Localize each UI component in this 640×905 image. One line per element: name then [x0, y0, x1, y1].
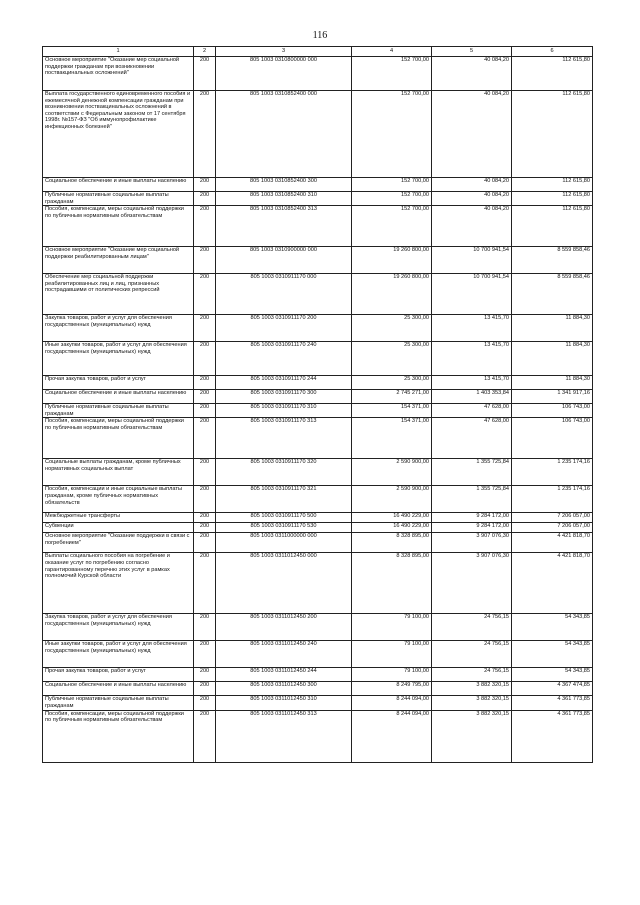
- row-column4-value: 2 590 900,00: [352, 459, 432, 486]
- row-name-cell: Публичные нормативные социальные выплаты гражданам: [43, 192, 194, 206]
- row-name-cell: Публичные нормативные социальные выплаты гражданам: [43, 404, 194, 418]
- row-column2-cell: 200: [194, 390, 216, 404]
- row-name-cell: Закупка товаров, работ и услуг для обеспечения государственных (муниципальных) нужд: [43, 315, 194, 342]
- row-name-cell: Основное мероприятие "Оказание мер социальной поддержки гражданам при возникновении поствакцинальных осложнений": [43, 57, 194, 91]
- row-code-cell: 805 1003 0311000000 000: [216, 533, 352, 553]
- row-column4-value: 2 745 271,00: [352, 390, 432, 404]
- table-row: [43, 390, 593, 404]
- table-row: [43, 192, 593, 206]
- row-column4-value: 152 700,00: [352, 91, 432, 178]
- row-column2-cell: 200: [194, 533, 216, 553]
- row-column4-value: 8 244 094,00: [352, 710, 432, 762]
- table-row: [43, 553, 593, 614]
- row-column5-value: 9 284 172,00: [432, 513, 512, 523]
- row-code-cell: 805 1003 0310911170 310: [216, 404, 352, 418]
- row-code-cell: 805 1003 0310852400 313: [216, 206, 352, 247]
- row-column6-value: 4 421 818,70: [512, 553, 593, 614]
- row-column4-value: 152 700,00: [352, 192, 432, 206]
- row-column4-value: 79 100,00: [352, 641, 432, 668]
- row-column4-value: 16 490 229,00: [352, 523, 432, 533]
- row-name-cell: Обеспечение мер социальной поддержки реабилитированных лиц и лиц, признанных пострадавшими от политических репрессий: [43, 274, 194, 315]
- row-column6-value: 112 615,80: [512, 206, 593, 247]
- row-column2-cell: 200: [194, 404, 216, 418]
- row-column2-cell: 200: [194, 668, 216, 682]
- row-column6-value: 112 615,80: [512, 192, 593, 206]
- row-column2-cell: 200: [194, 315, 216, 342]
- row-name-cell: Пособия, компенсации, меры социальной поддержки по публичным нормативным обязательствам: [43, 418, 194, 459]
- table-row: [43, 614, 593, 641]
- row-column6-value: 106 743,00: [512, 404, 593, 418]
- row-column6-value: 7 206 057,00: [512, 513, 593, 523]
- row-column6-value: 11 884,30: [512, 342, 593, 376]
- row-name-cell: Публичные нормативные социальные выплаты гражданам: [43, 696, 194, 710]
- row-column2-cell: 200: [194, 206, 216, 247]
- column-header: 4: [352, 47, 432, 57]
- row-code-cell: 805 1003 0310852400 300: [216, 178, 352, 192]
- table-body: [43, 57, 593, 763]
- row-code-cell: 805 1003 0310852400 310: [216, 192, 352, 206]
- row-column5-value: 13 415,70: [432, 315, 512, 342]
- table-row: [43, 533, 593, 553]
- row-column6-value: 8 559 858,46: [512, 274, 593, 315]
- row-column4-value: 154 371,00: [352, 418, 432, 459]
- row-column4-value: 8 244 094,00: [352, 696, 432, 710]
- row-column6-value: 54 343,85: [512, 668, 593, 682]
- table-row: [43, 206, 593, 247]
- row-column4-value: 8 328 895,00: [352, 553, 432, 614]
- row-column4-value: 79 100,00: [352, 668, 432, 682]
- row-column5-value: 3 882 320,15: [432, 696, 512, 710]
- table-row: [43, 696, 593, 710]
- row-column4-value: 79 100,00: [352, 614, 432, 641]
- row-column2-cell: 200: [194, 641, 216, 668]
- table-row: [43, 513, 593, 523]
- table-row: [43, 418, 593, 459]
- row-column6-value: 4 361 773,85: [512, 710, 593, 762]
- table-row: [43, 315, 593, 342]
- table-row: [43, 247, 593, 274]
- row-code-cell: 805 1003 0310911170 500: [216, 513, 352, 523]
- table-row: [43, 459, 593, 486]
- table-row: [43, 404, 593, 418]
- table-row: [43, 710, 593, 762]
- row-name-cell: Выплаты социального пособия на погребение и оказание услуг по погребению согласно гарантированному перечню этих услуг в рамках полномочий Курской области: [43, 553, 194, 614]
- row-column6-value: 54 343,85: [512, 614, 593, 641]
- row-code-cell: 805 1003 0310911170 300: [216, 390, 352, 404]
- row-code-cell: 805 1003 0310911170 313: [216, 418, 352, 459]
- row-column4-value: 25 300,00: [352, 315, 432, 342]
- row-code-cell: 805 1003 0311012450 310: [216, 696, 352, 710]
- row-column2-cell: 200: [194, 486, 216, 513]
- row-name-cell: Основное мероприятие "Оказание поддержки в связи с погребением": [43, 533, 194, 553]
- row-code-cell: 805 1003 0311012450 300: [216, 682, 352, 696]
- row-column6-value: 112 615,80: [512, 178, 593, 192]
- row-column2-cell: 200: [194, 459, 216, 486]
- row-column2-cell: 200: [194, 696, 216, 710]
- row-column6-value: 11 884,30: [512, 315, 593, 342]
- row-column5-value: 24 756,15: [432, 614, 512, 641]
- row-column6-value: 112 615,80: [512, 91, 593, 178]
- row-column2-cell: 200: [194, 192, 216, 206]
- row-column2-cell: 200: [194, 513, 216, 523]
- row-column2-cell: 200: [194, 376, 216, 390]
- row-column4-value: 152 700,00: [352, 178, 432, 192]
- row-name-cell: Субвенции: [43, 523, 194, 533]
- row-column5-value: 40 084,20: [432, 178, 512, 192]
- row-column4-value: 25 300,00: [352, 376, 432, 390]
- budget-table: [42, 46, 593, 763]
- row-column5-value: 3 907 076,30: [432, 553, 512, 614]
- row-code-cell: 805 1003 0310911170 000: [216, 274, 352, 315]
- row-column4-value: 2 590 900,00: [352, 486, 432, 513]
- page-number: 116: [312, 30, 328, 41]
- row-name-cell: Социальные выплаты гражданам, кроме публичных нормативных социальных выплат: [43, 459, 194, 486]
- row-column4-value: 19 260 800,00: [352, 247, 432, 274]
- column-header: 1: [43, 47, 194, 57]
- column-header: 2: [194, 47, 216, 57]
- row-column4-value: 152 700,00: [352, 57, 432, 91]
- row-column5-value: 13 415,70: [432, 376, 512, 390]
- row-column5-value: 1 355 725,84: [432, 459, 512, 486]
- row-column2-cell: 200: [194, 614, 216, 641]
- row-column5-value: 9 284 172,00: [432, 523, 512, 533]
- row-column2-cell: 200: [194, 91, 216, 178]
- row-column5-value: 3 882 320,15: [432, 710, 512, 762]
- row-column6-value: 1 235 174,16: [512, 459, 593, 486]
- row-column5-value: 40 084,20: [432, 206, 512, 247]
- row-name-cell: Основное мероприятие "Оказание мер социальной поддержки реабилитированным лицам": [43, 247, 194, 274]
- table-row: [43, 668, 593, 682]
- row-column2-cell: 200: [194, 682, 216, 696]
- table-row: [43, 57, 593, 91]
- row-name-cell: Пособия, компенсации и иные социальные выплаты гражданам, кроме публичных нормативных обязательств: [43, 486, 194, 513]
- row-name-cell: Выплата государственного единовременного пособия и ежемесячной денежной компенсации гражданам при возникновении поствакцинальных осложнений в соответствии с Федеральным законом от 17 сентября 1998г. №157-ФЗ "Об иммунопрофилактике инфекционных болезней": [43, 91, 194, 178]
- row-column6-value: 1 235 174,16: [512, 486, 593, 513]
- table-row: [43, 376, 593, 390]
- row-code-cell: 805 1003 0311012450 244: [216, 668, 352, 682]
- row-code-cell: 805 1003 0310911170 244: [216, 376, 352, 390]
- row-name-cell: Прочая закупка товаров, работ и услуг: [43, 668, 194, 682]
- row-column4-value: 154 371,00: [352, 404, 432, 418]
- row-column5-value: 13 415,70: [432, 342, 512, 376]
- row-name-cell: Социальное обеспечение и иные выплаты населению: [43, 390, 194, 404]
- row-code-cell: 805 1003 0310800000 000: [216, 57, 352, 91]
- row-column2-cell: 200: [194, 178, 216, 192]
- row-column6-value: 106 743,00: [512, 418, 593, 459]
- row-column6-value: 11 884,30: [512, 376, 593, 390]
- row-name-cell: Иные закупки товаров, работ и услуг для обеспечения государственных (муниципальных) нужд: [43, 641, 194, 668]
- row-column5-value: 24 756,15: [432, 668, 512, 682]
- row-column6-value: 54 343,85: [512, 641, 593, 668]
- row-code-cell: 805 1003 0311012450 200: [216, 614, 352, 641]
- row-name-cell: Иные закупки товаров, работ и услуг для обеспечения государственных (муниципальных) нужд: [43, 342, 194, 376]
- row-column5-value: 24 756,15: [432, 641, 512, 668]
- row-column2-cell: 200: [194, 418, 216, 459]
- row-column2-cell: 200: [194, 553, 216, 614]
- table-row: [43, 91, 593, 178]
- row-column5-value: 3 907 076,30: [432, 533, 512, 553]
- row-name-cell: Закупка товаров, работ и услуг для обеспечения государственных (муниципальных) нужд: [43, 614, 194, 641]
- table-header-row: [43, 47, 593, 57]
- row-column5-value: 47 628,00: [432, 418, 512, 459]
- row-name-cell: Межбюджетные трансферты: [43, 513, 194, 523]
- row-name-cell: Социальное обеспечение и иные выплаты населению: [43, 178, 194, 192]
- row-column2-cell: 200: [194, 57, 216, 91]
- row-column6-value: 112 615,80: [512, 57, 593, 91]
- column-header: 3: [216, 47, 352, 57]
- row-column6-value: 7 206 057,00: [512, 523, 593, 533]
- row-code-cell: 805 1003 0310900000 000: [216, 247, 352, 274]
- row-column5-value: 10 700 941,54: [432, 274, 512, 315]
- row-column2-cell: 200: [194, 710, 216, 762]
- table-row: [43, 486, 593, 513]
- row-column2-cell: 200: [194, 523, 216, 533]
- row-column5-value: 40 084,20: [432, 192, 512, 206]
- row-column2-cell: 200: [194, 274, 216, 315]
- row-column5-value: 40 084,20: [432, 57, 512, 91]
- table-row: [43, 274, 593, 315]
- row-column6-value: 4 361 773,85: [512, 696, 593, 710]
- row-column4-value: 8 328 895,00: [352, 533, 432, 553]
- row-column5-value: 10 700 941,54: [432, 247, 512, 274]
- row-column5-value: 3 882 320,15: [432, 682, 512, 696]
- table-row: [43, 342, 593, 376]
- row-column5-value: 47 628,00: [432, 404, 512, 418]
- row-column4-value: 25 300,00: [352, 342, 432, 376]
- row-code-cell: 805 1003 0311012450 313: [216, 710, 352, 762]
- row-column6-value: 4 421 818,70: [512, 533, 593, 553]
- row-column6-value: 8 559 858,46: [512, 247, 593, 274]
- row-code-cell: 805 1003 0311012450 240: [216, 641, 352, 668]
- row-column4-value: 19 260 800,00: [352, 274, 432, 315]
- row-column5-value: 1 403 353,84: [432, 390, 512, 404]
- row-column2-cell: 200: [194, 247, 216, 274]
- row-column4-value: 16 490 229,00: [352, 513, 432, 523]
- row-column2-cell: 200: [194, 342, 216, 376]
- row-name-cell: Прочая закупка товаров, работ и услуг: [43, 376, 194, 390]
- row-name-cell: Пособия, компенсации, меры социальной поддержки по публичным нормативным обязательствам: [43, 710, 194, 762]
- row-column6-value: 4 367 474,85: [512, 682, 593, 696]
- table-row: [43, 641, 593, 668]
- row-code-cell: 805 1003 0310911170 530: [216, 523, 352, 533]
- table-row: [43, 178, 593, 192]
- row-code-cell: 805 1003 0310911170 320: [216, 459, 352, 486]
- row-code-cell: 805 1003 0310911170 200: [216, 315, 352, 342]
- row-code-cell: 805 1003 0310911170 321: [216, 486, 352, 513]
- column-header: 5: [432, 47, 512, 57]
- row-column4-value: 152 700,00: [352, 206, 432, 247]
- row-code-cell: 805 1003 0311012450 000: [216, 553, 352, 614]
- row-column5-value: 1 355 725,84: [432, 486, 512, 513]
- row-code-cell: 805 1003 0310911170 240: [216, 342, 352, 376]
- row-name-cell: Социальное обеспечение и иные выплаты населению: [43, 682, 194, 696]
- row-code-cell: 805 1003 0310852400 000: [216, 91, 352, 178]
- row-column5-value: 40 084,20: [432, 91, 512, 178]
- row-column6-value: 1 341 917,16: [512, 390, 593, 404]
- row-name-cell: Пособия, компенсации, меры социальной поддержки по публичным нормативным обязательствам: [43, 206, 194, 247]
- table-row: [43, 682, 593, 696]
- table-row: [43, 523, 593, 533]
- row-column4-value: 8 249 795,00: [352, 682, 432, 696]
- column-header: 6: [512, 47, 593, 57]
